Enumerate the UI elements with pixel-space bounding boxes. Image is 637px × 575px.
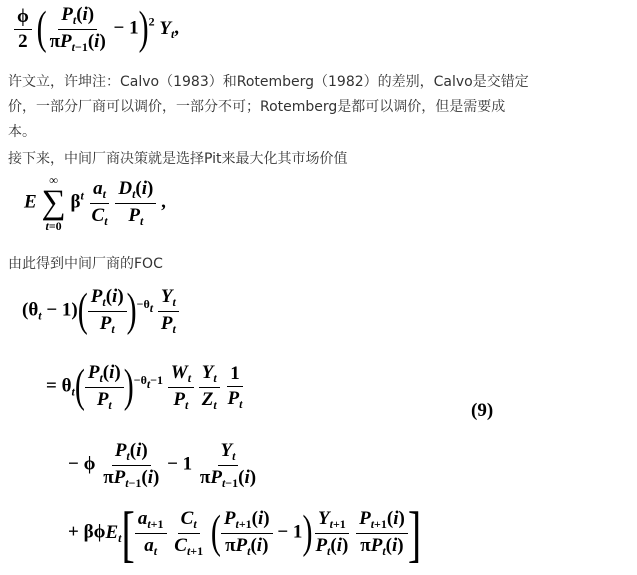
- foc-intro-text: 由此得到中间厂商的FOC: [8, 256, 163, 272]
- equation-number: (9): [471, 400, 494, 421]
- foc-line-3: − ϕ $\frac{P_t(i)}{\pi P_{t-1}(i)}$ − 1 $\frac{Y_t}{\pi P_{t-1}(i)}$: [68, 440, 257, 490]
- note-text-line-3: 本。: [8, 124, 36, 140]
- equation-cost-term: $\frac{\phi}{2}$ ( $\frac{P_t(i)}{\pi P_{t-1}(i)}$ − 1)$^2$ $Y_t$,: [14, 4, 179, 55]
- fraction-phi-over-2: $\frac{\phi}{2}$: [14, 6, 32, 53]
- foc-line-4: + βϕE$_t$[ $\frac{a_{t+1}}{a_t}$ $\frac{C_t}{C_{t+1}}$ ( $\frac{P_{t+1}(i)}{\pi P_t(i)}$ − 1) $\frac{Y_{t+1}}{P_t(i)}$ $\frac{P_{t+1}(i)}{\pi P_t(i)}$ ]: [68, 498, 422, 569]
- equation-market-value: E ∞ ∑ t=0 $\beta^t$ $\frac{a_t}{C_t}$ $\frac{D_t(i)}{P_t}$ ,: [24, 173, 166, 233]
- foc-line-1: $(\theta_t - 1)$( $\frac{P_t(i)}{P_t}$ )$^{-\theta_t}$ $\frac{Y_t}{P_t}$: [22, 286, 179, 337]
- summation-sign: ∞ ∑ t=0: [41, 173, 66, 233]
- foc-line-2: = $\theta_t$( $\frac{P_t(i)}{P_t}$ )$^{-\theta_t-1}$ $\frac{W_t}{P_t}$ $\frac{Y_t}{Z_t}$ $\frac{1}{P_t}$: [46, 360, 243, 413]
- next-step-text: 接下来，中间厂商决策就是选择Pit来最大化其市场价值: [8, 151, 348, 167]
- note-text-line-2: 价，一部分厂商可以调价，一部分不可；Rotemberg是都可以调价，但是需要成: [8, 99, 506, 115]
- note-text-line-1: 许文立，许坤注：Calvo（1983）和Rotemberg（1982）的差别，Calvo是交错定: [8, 74, 529, 90]
